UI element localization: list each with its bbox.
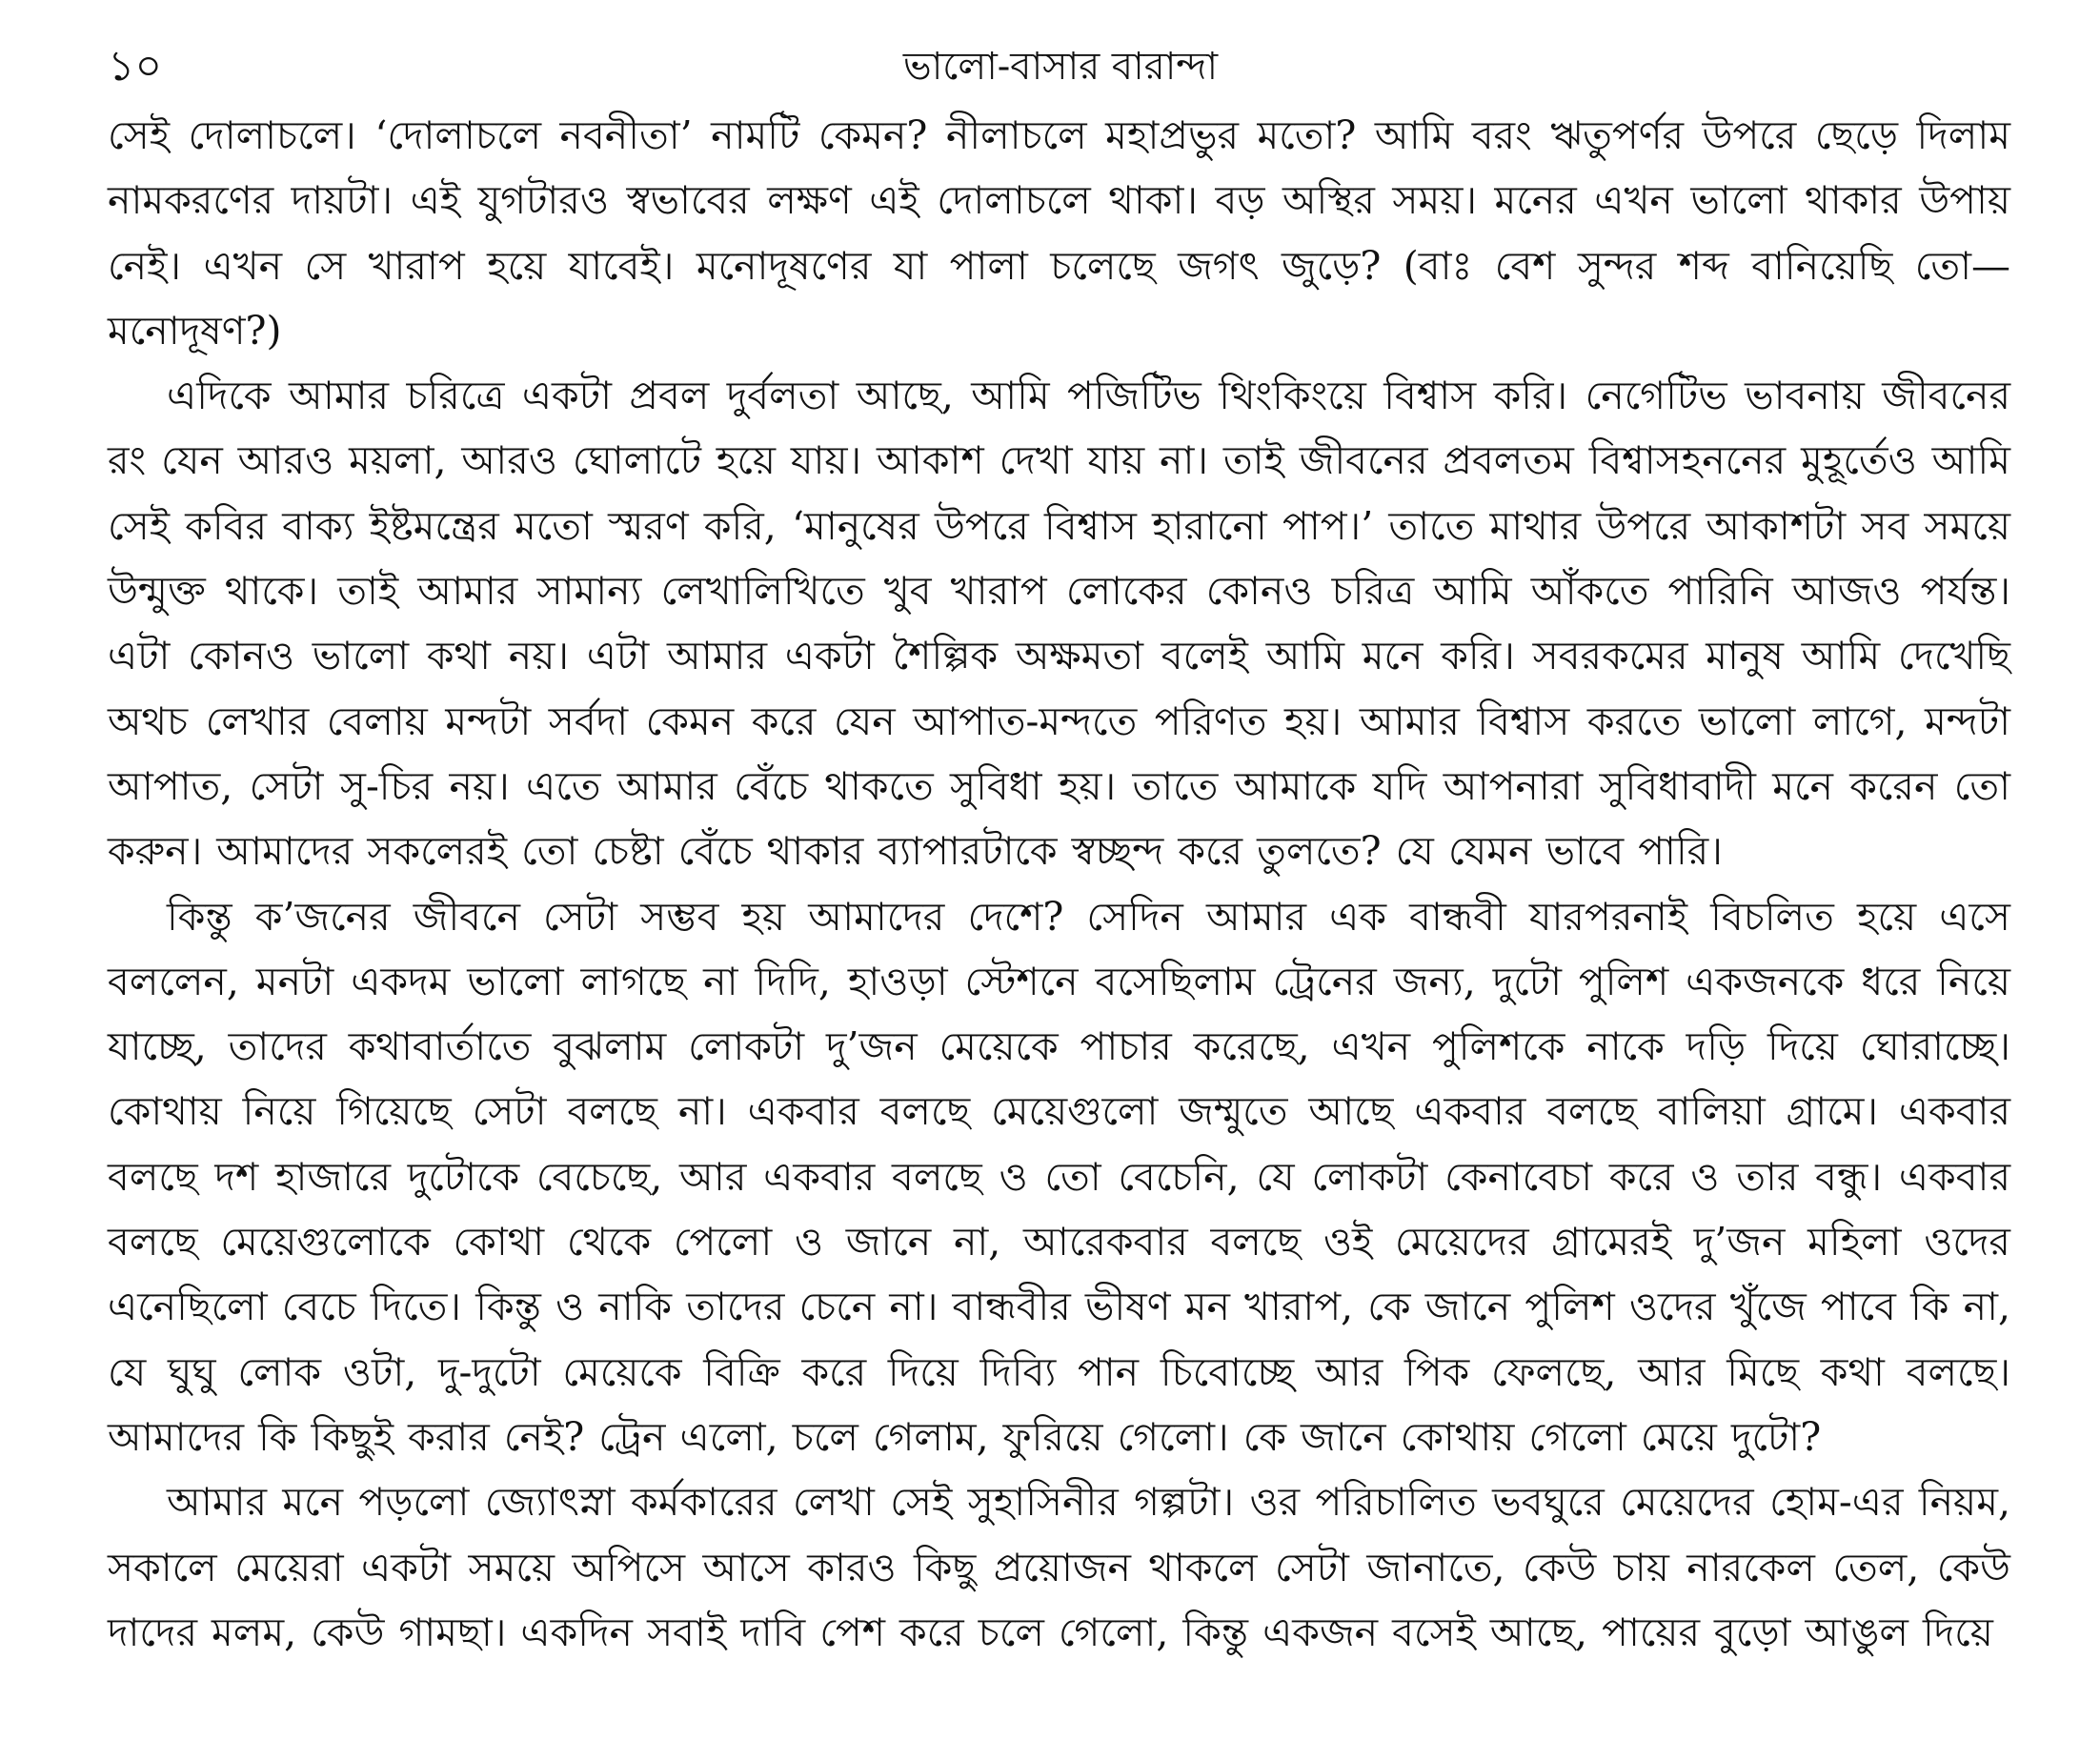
paragraph: কিন্তু ক’জনের জীবনে সেটা সম্ভব হয় আমাদের দেশে? সেদিন আমার এক বান্ধবী যারপরনাই বিচলিত হয়ে এসে বললেন, মনটা একদম ভালো লাগছে না দিদি, হাওড়া স্টেশনে বসেছিলাম ট্রেনের জন্য, দুটো পুলিশ একজনকে ধরে নিয়ে যাচ্ছে, তাদের কথাবার্তাতে বুঝলাম লোকটা দু’জন মেয়েকে পাচার করেছে, এখন পুলিশকে নাকে দড়ি দিয়ে ঘোরাচ্ছে। কোথায় নিয়ে গিয়েছে সেটা বলছে না। একবার বলছে মেয়েগুলো জম্মুতে আছে একবার বলছে বালিয়া গ্রামে। একবার বলছে দশ হাজারে দুটোকে বেচেছে, আর একবার বলছে ও তো বেচেনি, যে লোকটা কেনাবেচা করে ও তার বন্ধু। একবার বলছে মেয়েগুলোকে কোথা থেকে পেলো ও জানে না, আরেকবার বলছে ওই মেয়েদের গ্রামেরই দু’জন মহিলা ওদের এনেছিলো বেচে দিতে। কিন্তু ও নাকি তাদের চেনে না। বান্ধবীর ভীষণ মন খারাপ, কে জানে পুলিশ ওদের খুঁজে পাবে কি না, যে ঘুঘু লোক ওটা, দু-দুটো মেয়েকে বিক্রি করে দিয়ে দিব্যি পান চিবোচ্ছে আর পিক ফেলছে, আর মিছে কথা বলছে। আমাদের কি কিছুই করার নেই? ট্রেন এলো, চলে গেলাম, ফুরিয়ে গেলো। কে জানে কোথায় গেলো মেয়ে দুটো? [108,893,2010,1460]
body-text [108,103,2010,1665]
paragraph: আমার মনে পড়লো জ্যোৎস্না কর্মকারের লেখা সেই সুহাসিনীর গল্পটা। ওর পরিচালিত ভবঘুরে মেয়েদের হোম-এর নিয়ম, সকালে মেয়েরা একটা সময়ে অপিসে আসে কারও কিছু প্রয়োজন থাকলে সেটা জানাতে, কেউ চায় নারকেল তেল, কেউ দাদের মলম, কেউ গামছা। একদিন সবাই দাবি পেশ করে চলে গেলো, কিন্তু একজন বসেই আছে, পায়ের বুড়ো আঙুল দিয়ে [108,1479,2010,1655]
running-title: ভালো-বাসার বারান্দা [902,45,1219,89]
page-header [108,38,2013,95]
page-number: ১০ [108,42,163,91]
paragraph: সেই দোলাচলে। ‘দোলাচলে নবনীতা’ নামটি কেমন? নীলাচলে মহাপ্রভুর মতো? আমি বরং ঋতুপর্ণর উপরে ছেড়ে দিলাম নামকরণের দায়টা। এই যুগটারও স্বভাবের লক্ষণ এই দোলাচলে থাকা। বড় অস্থির সময়। মনের এখন ভালো থাকার উপায় নেই। এখন সে খারাপ হয়ে যাবেই। মনোদূষণের যা পালা চলেছে জগৎ জুড়ে? (বাঃ বেশ সুন্দর শব্দ বানিয়েছি তো—মনোদূষণ?) [108,112,2010,354]
paragraph: এদিকে আমার চরিত্রে একটা প্রবল দুর্বলতা আছে, আমি পজিটিভ থিংকিংয়ে বিশ্বাস করি। নেগেটিভ ভাবনায় জীবনের রং যেন আরও ময়লা, আরও ঘোলাটে হয়ে যায়। আকাশ দেখা যায় না। তাই জীবনের প্রবলতম বিশ্বাসহননের মুহূর্তেও আমি সেই কবির বাক্য ইষ্টমন্ত্রের মতো স্মরণ করি, ‘মানুষের উপরে বিশ্বাস হারানো পাপ।’ তাতে মাথার উপরে আকাশটা সব সময়ে উন্মুক্ত থাকে। তাই আমার সামান্য লেখালিখিতে খুব খারাপ লোকের কোনও চরিত্র আমি আঁকতে পারিনি আজও পর্যন্ত। এটা কোনও ভালো কথা নয়। এটা আমার একটা শৈল্পিক অক্ষমতা বলেই আমি মনে করি। সবরকমের মানুষ আমি দেখেছি অথচ লেখার বেলায় মন্দটা সর্বদা কেমন করে যেন আপাত-মন্দতে পরিণত হয়। আমার বিশ্বাস করতে ভালো লাগে, মন্দটা আপাত, সেটা সু-চির নয়। এতে আমার বেঁচে থাকতে সুবিধা হয়। তাতে আমাকে যদি আপনারা সুবিধাবাদী মনে করেন তো করুন। আমাদের সকলেরই তো চেষ্টা বেঁচে থাকার ব্যাপারটাকে স্বচ্ছন্দ করে তুলতে? যে যেমন ভাবে পারি। [108,373,2010,875]
